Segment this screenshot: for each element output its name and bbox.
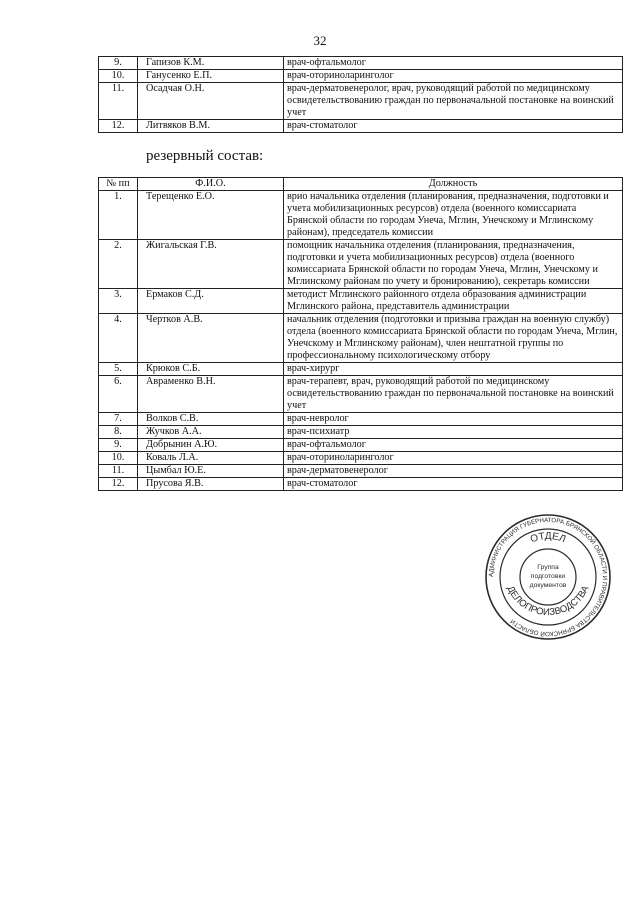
row-position: методист Мглинского районного отдела образования администрации Мглинского района, представитель администрации (284, 289, 623, 314)
table-header-row (99, 178, 623, 191)
header-num: № пп (99, 178, 138, 191)
table-row (99, 376, 623, 413)
reserve-section-title: резервный состав: (146, 148, 264, 164)
row-position: помощник начальника отделения (планирования, предназначения, подготовки и учета мобилизационных ресурсов) отдела (военного комиссариата Брянской области по городам Унеча, Мглин, Унечскому и Мглинскому районам по учету и бронированию), секретарь комиссии (284, 240, 623, 289)
row-name: Ермаков С.Д. (138, 289, 284, 314)
table-row (99, 70, 623, 83)
svg-text:ОТДЕЛ (529, 531, 567, 545)
page-number: 32 (313, 33, 327, 48)
row-name: Жигальская Г.В. (138, 240, 284, 289)
row-name: Литвяков В.М. (138, 120, 284, 133)
row-num: 12. (99, 120, 138, 133)
row-num: 9. (99, 439, 138, 452)
table-row (99, 191, 623, 240)
row-num: 3. (99, 289, 138, 314)
row-name: Чертков А.В. (138, 314, 284, 363)
row-name: Гапизов К.М. (138, 57, 284, 70)
row-num: 6. (99, 376, 138, 413)
header-position: Должность (284, 178, 623, 191)
row-name: Цымбал Ю.Е. (138, 465, 284, 478)
table-row (99, 439, 623, 452)
row-name: Волков С.В. (138, 413, 284, 426)
table-row (99, 120, 623, 133)
row-name: Ганусенко Е.П. (138, 70, 284, 83)
row-position: врач-психиатр (284, 426, 623, 439)
row-num: 8. (99, 426, 138, 439)
table-row (99, 478, 623, 491)
stamp-outer: АДМИНИСТРАЦИЯ ГУБЕРНАТОРА БРЯНСКОЙ ОБЛАСТИ И ПРАВИТЕЛЬСТВА БРЯНСКОЙ ОБЛАСТИ (487, 516, 609, 638)
row-num: 9. (99, 57, 138, 70)
row-name: Авраменко В.Н. (138, 376, 284, 413)
row-position: врач-оториноларинголог (284, 70, 623, 83)
table-row (99, 289, 623, 314)
row-position: врач-стоматолог (284, 120, 623, 133)
row-name: Осадчая О.Н. (138, 83, 284, 120)
row-num: 12. (99, 478, 138, 491)
row-position: врач-дерматовенеролог (284, 465, 623, 478)
row-num: 5. (99, 363, 138, 376)
row-position: врач-офтальмолог (284, 439, 623, 452)
table-row (99, 426, 623, 439)
row-num: 7. (99, 413, 138, 426)
row-name: Добрынин А.Ю. (138, 439, 284, 452)
row-num: 11. (99, 465, 138, 478)
row-num: 11. (99, 83, 138, 120)
row-num: 2. (99, 240, 138, 289)
row-name: Крюков С.Б. (138, 363, 284, 376)
row-name: Коваль Л.А. (138, 452, 284, 465)
table-row (99, 413, 623, 426)
table-row (99, 363, 623, 376)
row-position: врач-офтальмолог (284, 57, 623, 70)
table-row (99, 240, 623, 289)
row-position: врач-терапевт, врач, руководящий работой по медицинскому освидетельствованию граждан по первоначальной постановке на воинский учет (284, 376, 623, 413)
row-position: врио начальника отделения (планирования, предназначения, подготовки и учета мобилизационных ресурсов) отдела (военного комиссариата Брянской области по городам Унеча, Мглин, Унечскому и Мглинскому районам), председатель комиссии (284, 191, 623, 240)
row-position: врач-оториноларинголог (284, 452, 623, 465)
row-num: 1. (99, 191, 138, 240)
table-row (99, 452, 623, 465)
table-row (99, 314, 623, 363)
row-position: врач-стоматолог (284, 478, 623, 491)
row-num: 10. (99, 70, 138, 83)
table-row (99, 83, 623, 120)
row-position: врач-хирург (284, 363, 623, 376)
row-name: Жучков А.А. (138, 426, 284, 439)
row-name: Прусова Я.В. (138, 478, 284, 491)
main-composition-table-continued (98, 56, 623, 133)
header-name: Ф.И.О. (138, 178, 284, 191)
stamp-center-line: подготовки (530, 573, 566, 580)
official-seal-stamp (484, 513, 612, 641)
stamp-center-text (530, 564, 567, 589)
row-position: врач-невролог (284, 413, 623, 426)
reserve-composition-table (98, 177, 623, 491)
row-num: 4. (99, 314, 138, 363)
stamp-arc-bottom: ДЕЛОПРОИЗВОДСТВА (504, 584, 592, 619)
stamp-center-line: документов (529, 582, 567, 589)
stamp-center-line: Группа (537, 564, 559, 571)
row-position: врач-дерматовенеролог, врач, руководящий работой по медицинскому освидетельствованию граждан по первоначальной постановке на воинский учет (284, 83, 623, 120)
row-num: 10. (99, 452, 138, 465)
stamp-arc-top: ОТДЕЛ (529, 530, 568, 546)
table-row (99, 57, 623, 70)
table-row (99, 465, 623, 478)
row-position: начальник отделения (подготовки и призыва граждан на военную службу) отдела (военного комиссариата Брянской области по городам Унеча, Мглин, Унечскому и Мглинскому районам), член нештатной группы по профессиональному психологическому отбору (284, 314, 623, 363)
row-name: Терещенко Е.О. (138, 191, 284, 240)
